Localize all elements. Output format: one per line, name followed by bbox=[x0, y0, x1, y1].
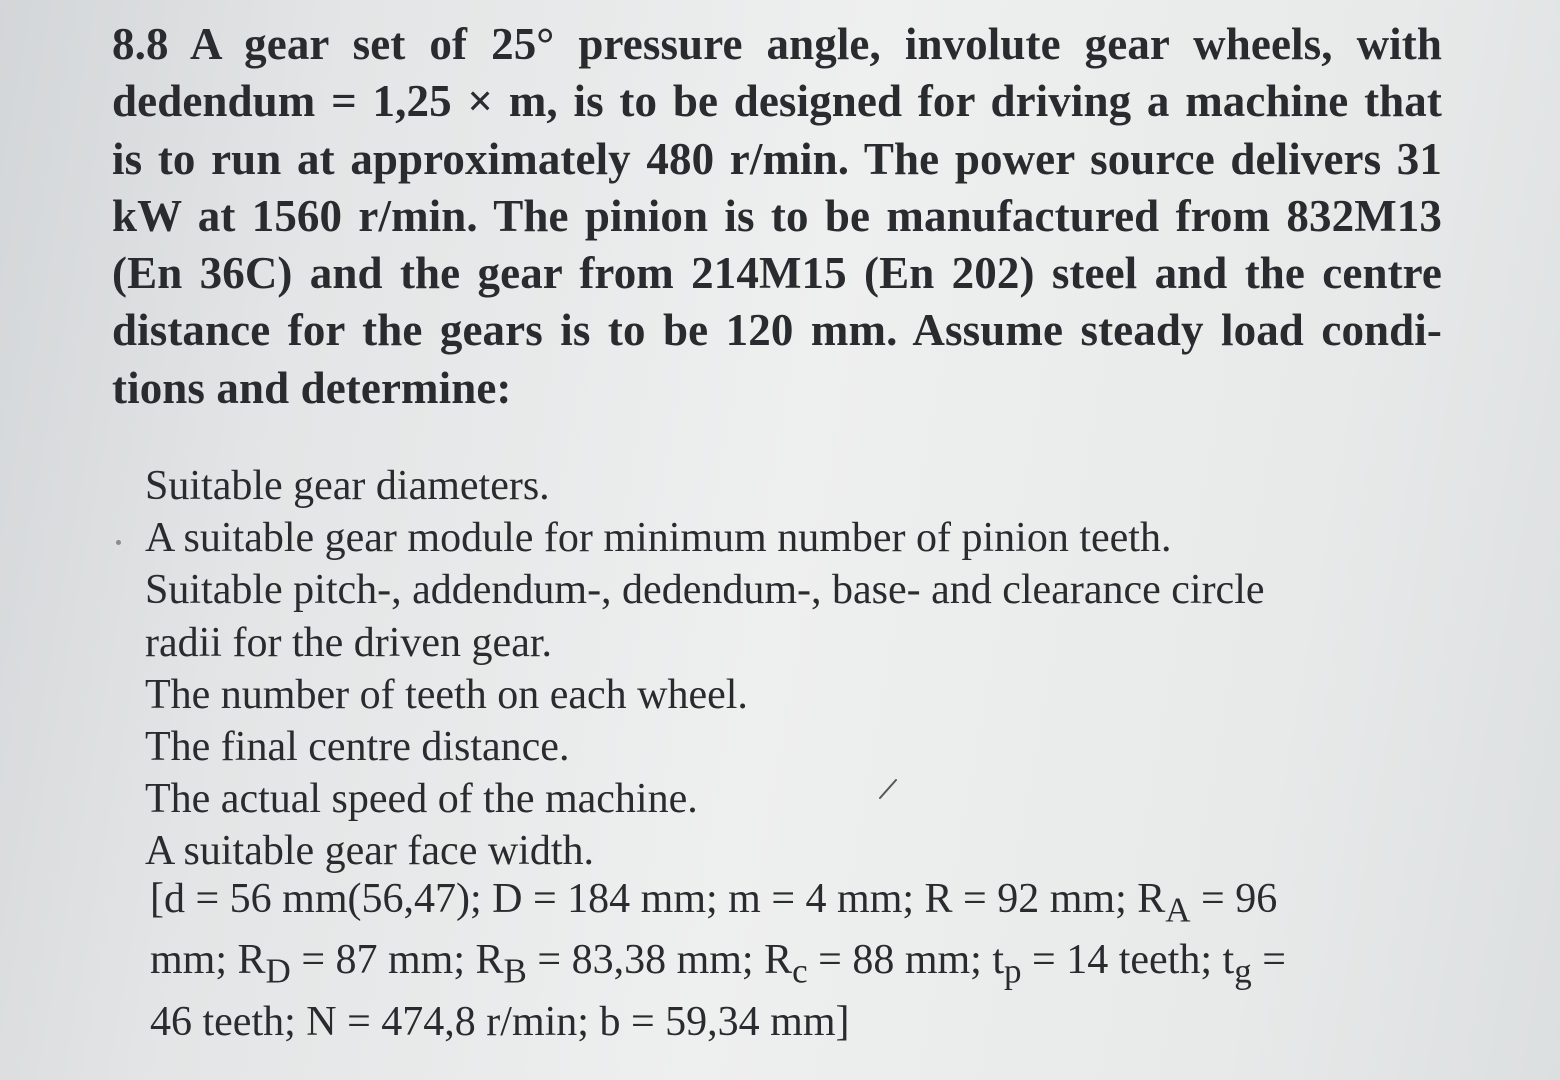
subscript: c bbox=[792, 951, 808, 991]
answer-text: [d = 56 mm(56,47); D = 184 mm; m = 4 mm; R = 92 mm; R bbox=[150, 876, 1166, 922]
task-item: A suitable gear face width. bbox=[145, 828, 594, 875]
answer-line-3: 46 teeth; N = 474,8 r/min; b = 59,34 mm] bbox=[150, 998, 850, 1045]
problem-line: tions and determine: bbox=[112, 362, 512, 413]
task-item: Suitable gear diameters. bbox=[145, 463, 550, 509]
pen-tick-mark bbox=[878, 778, 898, 800]
answer-text: = 96 bbox=[1190, 876, 1278, 922]
problem-line: 8.8 A gear set of 25° pressure angle, involute gear wheels, with bbox=[112, 19, 1442, 69]
task-item: The final centre distance. bbox=[145, 724, 570, 771]
task-item: Suitable pitch-, addendum-, dedendum-, base- and clearance circle bbox=[145, 567, 1265, 614]
subscript: D bbox=[265, 951, 291, 991]
problem-line: is to run at approximately 480 r/min. The power source delivers 31 bbox=[112, 133, 1442, 184]
answer-line-1 bbox=[150, 874, 1410, 935]
task-item: The number of teeth on each wheel. bbox=[145, 671, 748, 718]
answer-text: mm; R bbox=[150, 937, 266, 984]
answer-text: = 83,38 mm; R bbox=[526, 937, 793, 984]
answer-line-2 bbox=[150, 935, 1410, 996]
problem-line: kW at 1560 r/min. The pinion is to be manufactured from 832M13 bbox=[112, 190, 1442, 241]
subscript: B bbox=[503, 951, 527, 991]
subscript: p bbox=[1004, 951, 1022, 991]
answer-text: = 88 mm; t bbox=[807, 937, 1005, 984]
problem-line: dedendum = 1,25 × m, is to be designed for driving a machine that bbox=[112, 76, 1442, 127]
task-item: A suitable gear module for minimum number of pinion teeth. bbox=[145, 515, 1172, 562]
stray-dot-mark bbox=[116, 540, 121, 545]
subscript: A bbox=[1165, 890, 1191, 930]
answer-text: = bbox=[1251, 937, 1286, 984]
task-item: radii for the driven gear. bbox=[145, 619, 552, 666]
task-list bbox=[145, 460, 1405, 878]
answer-block bbox=[150, 874, 1410, 1048]
problem-line: distance for the gears is to be 120 mm. Assume steady load condi- bbox=[112, 305, 1442, 356]
answer-text: = 14 teeth; t bbox=[1021, 937, 1235, 984]
problem-line: (En 36C) and the gear from 214M15 (En 202) steel and the centre bbox=[112, 248, 1442, 299]
subscript: g bbox=[1234, 951, 1252, 991]
task-item: The actual speed of the machine. bbox=[145, 776, 698, 823]
problem-statement bbox=[112, 16, 1442, 417]
answer-text: = 87 mm; R bbox=[290, 937, 504, 984]
